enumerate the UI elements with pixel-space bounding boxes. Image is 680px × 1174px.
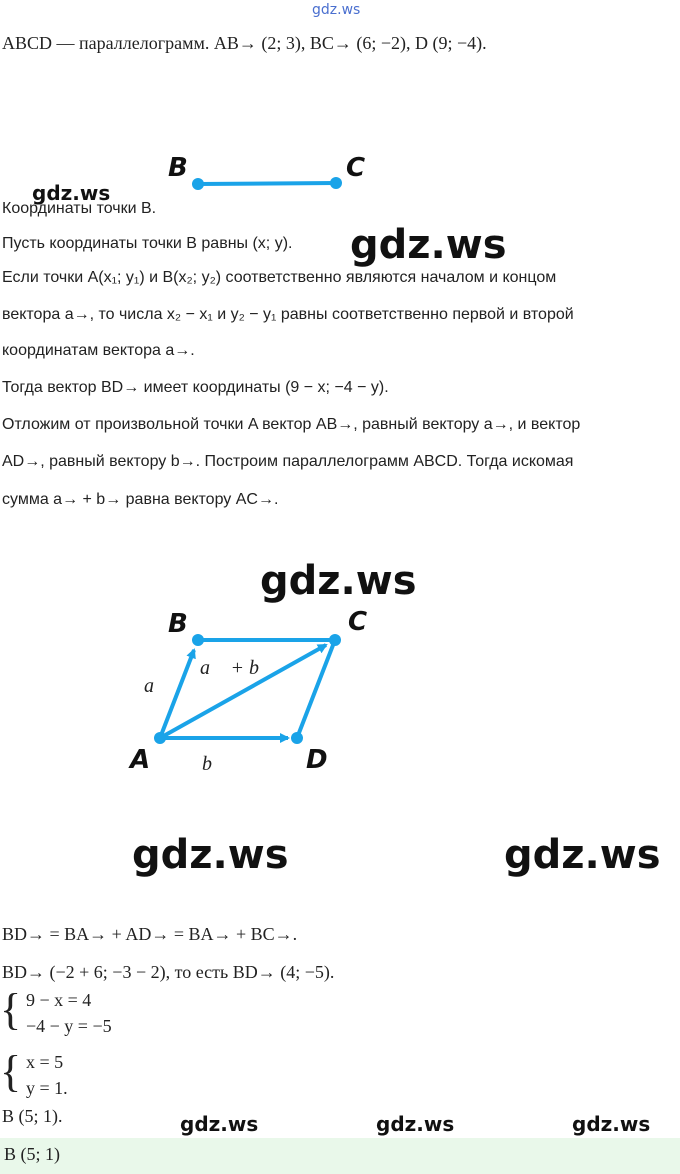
label-a: A (130, 745, 151, 775)
label-c: C (346, 153, 366, 183)
watermark-7: gdz.ws (376, 1112, 455, 1136)
point-b-dot (192, 634, 204, 646)
line-1: Координаты точки B. (2, 200, 157, 217)
watermark-3: gdz.ws (260, 558, 417, 604)
point-d-dot (291, 732, 303, 744)
line-8: AD→, равный вектору b→. Построим параллелограмм ABCD. Тогда искомая (2, 453, 574, 470)
line-5: координатам вектора a→. (2, 342, 195, 359)
system-2-brace: { (0, 1047, 22, 1096)
calc-line-1: BD→ = BA→ + AD→ = BA→ + BC→. (2, 924, 298, 944)
calc-line-2: BD→ (−2 + 6; −3 − 2), то есть BD→ (4; −5). (2, 962, 335, 982)
system-2-eq-1: x = 5 (26, 1052, 64, 1072)
point-c-dot (330, 177, 342, 189)
label-vec-sum: a⃗ + b⃗ (200, 657, 275, 679)
label-vec-a: a⃗ (144, 675, 170, 697)
point-c-dot (329, 634, 341, 646)
watermark-6: gdz.ws (180, 1112, 259, 1136)
system-2-eq-2: y = 1. (26, 1078, 68, 1098)
line-2: Пусть координаты точки B равны (x; y). (2, 235, 293, 252)
answer-bar (0, 1138, 680, 1174)
point-a-dot (154, 732, 166, 744)
label-vec-b: b⃗ (202, 753, 228, 775)
watermark-2: gdz.ws (350, 222, 507, 268)
label-b: B (168, 153, 188, 183)
segment-bc (198, 183, 336, 184)
line-3: Если точки A(x₁; y₁) и B(x₂; y₂) соответственно являются началом и концом (2, 269, 557, 286)
segment-bc-diagram (150, 140, 390, 200)
label-d: D (306, 745, 328, 775)
system-1-brace: { (0, 985, 22, 1034)
watermark-1: gdz.ws (32, 181, 111, 205)
answer-text: B (5; 1) (4, 1144, 60, 1164)
line-7: Отложим от произвольной точки A вектор AB→, равный вектору a→, и вектор (2, 416, 581, 433)
line-6: Тогда вектор BD→ имеет координаты (9 − x; −4 − y). (2, 379, 389, 396)
side-cd (297, 640, 335, 738)
line-9: сумма a→ + b→ равна вектору AC→. (2, 491, 279, 508)
parallelogram-diagram (120, 600, 380, 780)
watermark-4: gdz.ws (132, 832, 289, 878)
problem-statement: ABCD — параллелограмм. AB→ (2; 3), BC→ (6; −2), D (9; −4). (2, 33, 487, 53)
label-b: B (168, 609, 188, 639)
point-b-dot (192, 178, 204, 190)
watermark-8: gdz.ws (572, 1112, 651, 1136)
watermark-5: gdz.ws (504, 832, 661, 878)
calc-result: B (5; 1). (2, 1106, 63, 1126)
watermark-top: gdz.ws (312, 2, 361, 18)
system-1-eq-2: −4 − y = −5 (26, 1016, 112, 1036)
label-c: C (348, 607, 368, 637)
system-1-eq-1: 9 − x = 4 (26, 990, 92, 1010)
line-4: вектора a→, то числа x₂ − x₁ и y₂ − y₁ равны соответственно первой и второй (2, 306, 574, 323)
